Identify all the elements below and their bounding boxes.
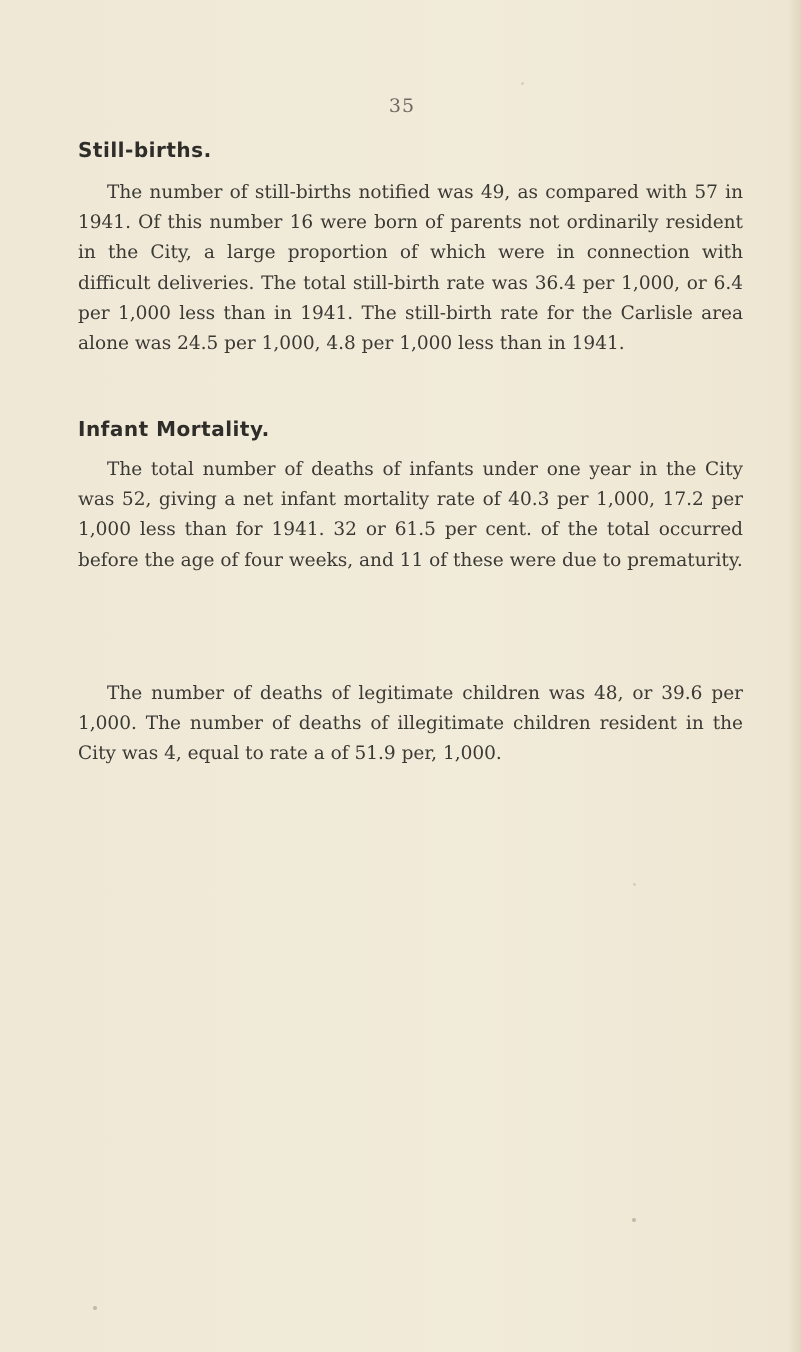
infant-mortality-paragraph-2 bbox=[78, 679, 743, 770]
paper-speck bbox=[632, 1218, 636, 1222]
infant-mortality-text-1: The total number of deaths of infants under one year in the City was 52, giving a net infant mortality rate of 40.3 per 1,000, 17.2 per 1,000 less than for 1941. 32 or 61.5 per cent. of the total occurred before the age of four weeks, and 11 of these were due to prematurity. bbox=[78, 459, 743, 571]
paper-speck bbox=[521, 82, 524, 85]
paper-speck bbox=[633, 883, 636, 886]
still-births-heading: Still-births. bbox=[78, 138, 212, 162]
still-births-paragraph bbox=[78, 178, 743, 359]
infant-mortality-paragraph-1 bbox=[78, 455, 743, 576]
infant-mortality-heading: Infant Mortality. bbox=[78, 417, 270, 441]
page-number: 35 bbox=[388, 95, 416, 117]
page-edge-shadow bbox=[787, 0, 801, 1352]
paper-speck bbox=[93, 1306, 97, 1310]
still-births-text: The number of still-births notified was 49, as compared with 57 in 1941. Of this number 16 were born of parents not ordinarily resident in the City, a large proportion of which were in connection with difficult deliveries. The total still-birth rate was 36.4 per 1,000, or 6.4 per 1,000 less than in 1941. The still-birth rate for the Carlisle area alone was 24.5 per 1,000, 4.8 per 1,000 less than in 1941. bbox=[78, 182, 743, 355]
infant-mortality-text-2: The number of deaths of legitimate children was 48, or 39.6 per 1,000. The number of deaths of illegitimate children resident in the City was 4, equal to rate a of 51.9 per, 1,000. bbox=[78, 683, 743, 765]
